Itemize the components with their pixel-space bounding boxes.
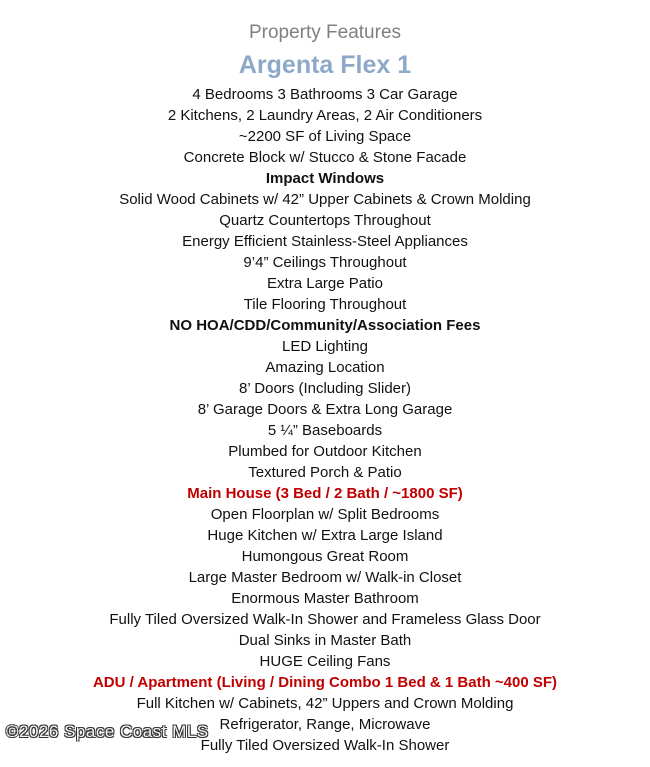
section-heading: ADU / Apartment (Living / Dining Combo 1 Bed & 1 Bath ~400 SF): [92, 674, 558, 691]
section-heading: Main House (3 Bed / 2 Bath / ~1800 SF): [187, 485, 463, 502]
feature-line: Enormous Master Bathroom: [231, 590, 419, 607]
feature-line: Textured Porch & Patio: [248, 464, 402, 481]
feature-line: Fully Tiled Oversized Walk-In Shower and Frameless Glass Door: [109, 611, 541, 628]
feature-line: HUGE Ceiling Fans: [259, 653, 391, 670]
document-heading: Property Features: [248, 22, 402, 43]
feature-line: 5 ¼” Baseboards: [267, 422, 383, 439]
feature-line: 4 Bedrooms 3 Bathrooms 3 Car Garage: [192, 86, 458, 103]
feature-line: 8’ Garage Doors & Extra Long Garage: [197, 401, 453, 418]
feature-line: Extra Large Patio: [267, 275, 383, 292]
feature-line: 2 Kitchens, 2 Laundry Areas, 2 Air Conditioners: [167, 107, 483, 124]
feature-line: Amazing Location: [265, 359, 385, 376]
copyright-watermark: ©2026 Space Coast MLS: [6, 722, 209, 741]
feature-line: Huge Kitchen w/ Extra Large Island: [207, 527, 443, 544]
feature-line: Humongous Great Room: [241, 548, 409, 565]
feature-line: Solid Wood Cabinets w/ 42” Upper Cabinets & Crown Molding: [119, 191, 531, 208]
feature-line: Large Master Bedroom w/ Walk-in Closet: [188, 569, 462, 586]
property-title: Argenta Flex 1: [238, 51, 412, 79]
feature-line: 8’ Doors (Including Slider): [238, 380, 412, 397]
feature-list: [0, 84, 650, 756]
feature-line: LED Lighting: [282, 338, 368, 355]
feature-line: Full Kitchen w/ Cabinets, 42” Uppers and Crown Molding: [136, 695, 514, 712]
feature-line: Quartz Countertops Throughout: [219, 212, 431, 229]
feature-line: 9’4” Ceilings Throughout: [243, 254, 407, 271]
feature-line: Dual Sinks in Master Bath: [238, 632, 412, 649]
feature-line: Concrete Block w/ Stucco & Stone Facade: [183, 149, 467, 166]
feature-line: Energy Efficient Stainless-Steel Appliances: [182, 233, 468, 250]
feature-line: Open Floorplan w/ Split Bedrooms: [210, 506, 440, 523]
feature-line: ~2200 SF of Living Space: [238, 128, 412, 145]
feature-line: NO HOA/CDD/Community/Association Fees: [169, 317, 481, 334]
feature-line: Fully Tiled Oversized Walk-In Shower: [200, 737, 450, 754]
feature-line: Refrigerator, Range, Microwave: [219, 716, 431, 733]
feature-line: Tile Flooring Throughout: [243, 296, 407, 313]
feature-line: Plumbed for Outdoor Kitchen: [228, 443, 422, 460]
feature-line: Impact Windows: [265, 170, 385, 187]
